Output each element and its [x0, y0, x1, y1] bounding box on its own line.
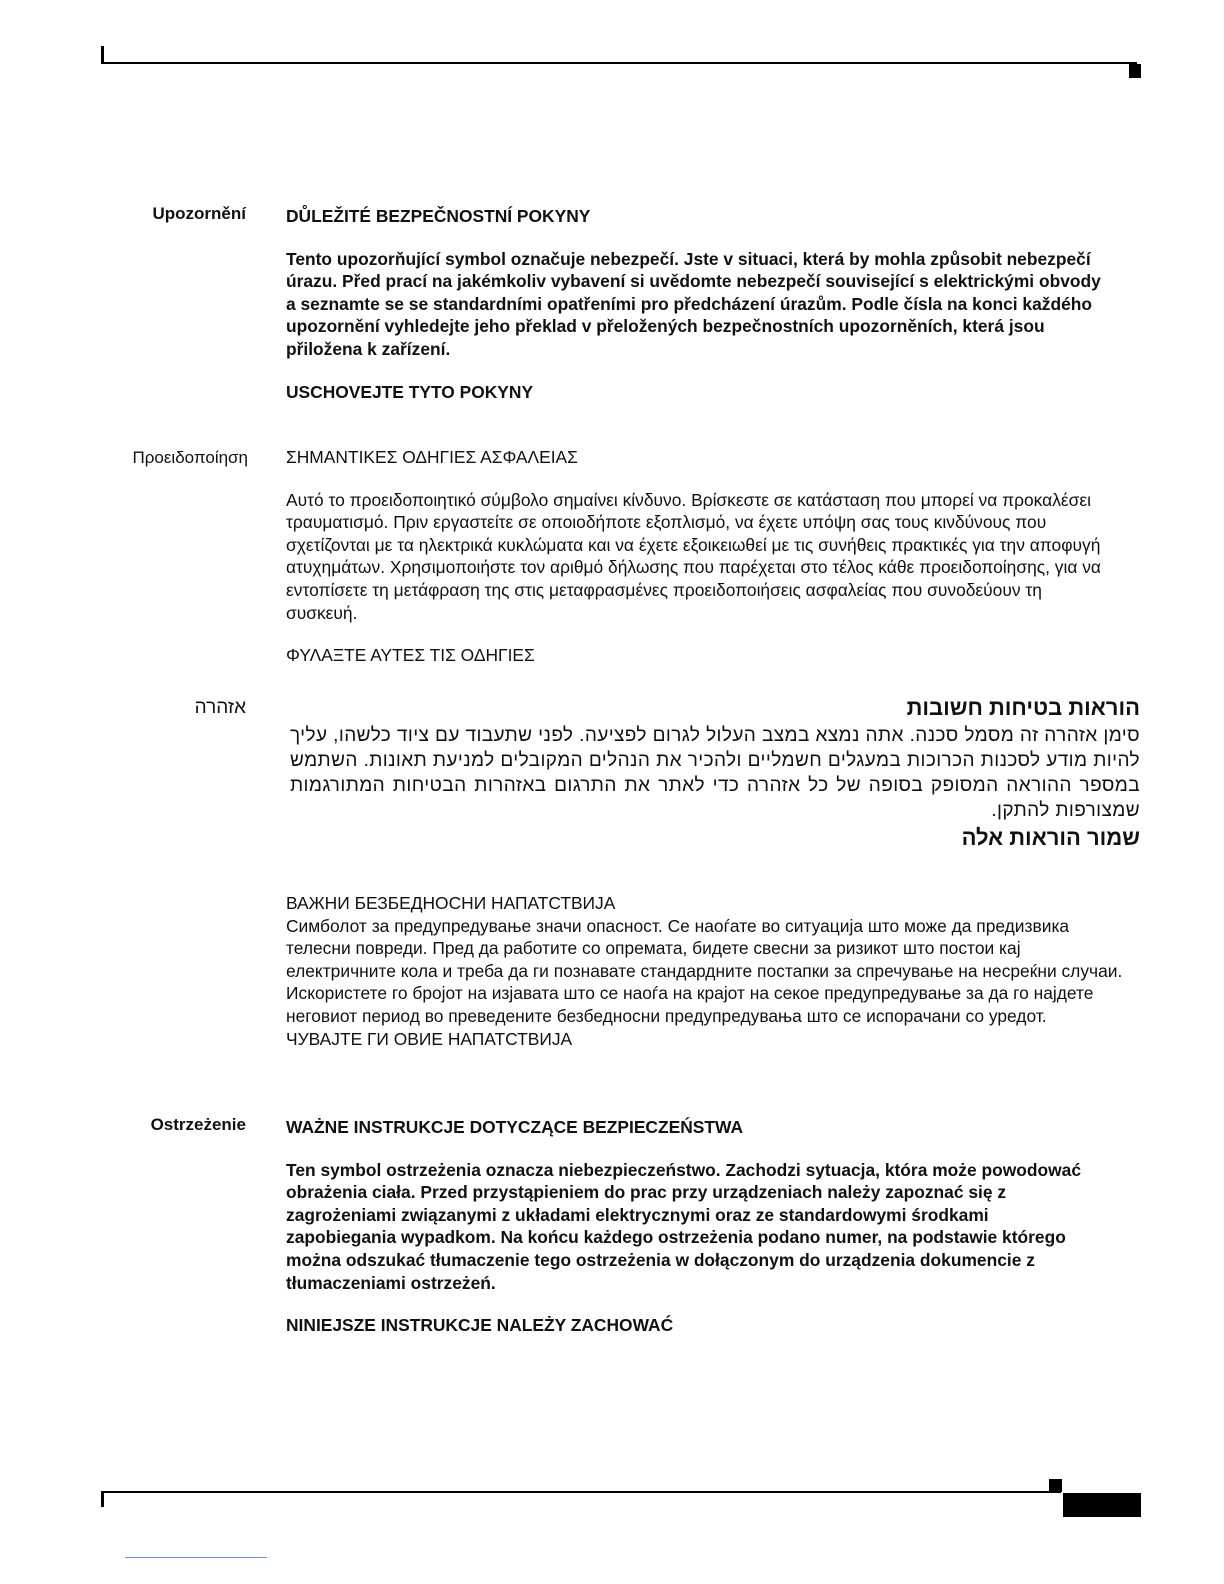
- warning-body-polish: Ten symbol ostrzeżenia oznacza niebezpieczeństwo. Zachodzi sytuacja, która może powodować obrażenia ciała. Przed przystąpieniem do prac przy urządzeniach należy zapoznać się z zagrożeniami związanymi z układami elektrycznymi oraz ze standardowymi środkami zapobiegania wypadkom. Na końcu każdego ostrzeżenia podano numer, na podstawie którego można odszukać tłumaczenie tego ostrzeżenia w dołączonym do urządzenia dokumencie z tłumaczeniami ostrzeżeń.: [286, 1159, 1082, 1293]
- warning-label-czech: Upozornění: [152, 204, 246, 223]
- warning-body-macedonian: Симболот за предупредување значи опасност. Се наоѓате во ситуација што може да предизвика телесни повреди. Пред да работите со опремата, бидете свесни за ризикот што постои кај електричните кола и треба да ги познавате стандардните постапки за спречување на несреќни случаи. Искористете го бројот на изјавата што се наоѓа на крајот на секое предупредување за да го најдете неговиот период во преведените безбедносни предупредувања што се испорачани со уредот.: [286, 915, 1123, 1026]
- warning-footer-macedonian: ЧУВАЈТЕ ГИ ОВИЕ НАПАТСТВИЈА: [286, 1028, 573, 1049]
- footer-tick: [101, 1493, 104, 1507]
- warning-title-hebrew: הוראות בטיחות חשובות: [906, 695, 1140, 720]
- warning-body-hebrew: סימן אזהרה זה מסמל סכנה. אתה נמצא במצב העלול לגרום לפציעה. לפני שתעבוד עם ציוד כלשהו, עליך להיות מודע לסכנות הכרוכות במעגלים חשמליים ולהכיר את הנהלים המקובלים למניעת תאונות. השתמש במספר ההוראה המסופק בסופה של כל אזהרה כדי לאתר את התרגום באזהרות הבטיחות המתורגמות שמצורפות להתקן.: [290, 725, 1140, 821]
- warning-body-greek: Αυτό το προειδοποιητικό σύμβολο σημαίνει κίνδυνο. Βρίσκεστε σε κατάσταση που μπορεί να προκαλέσει τραυματισμό. Πριν εργαστείτε σε οποιοδήποτε εξοπλισμό, να έχετε υπόψη σας τους κινδύνους που σχετίζονται με τα ηλεκτρικά κυκλώματα και να έχετε εξοικειωθεί με τις συνήθεις πρακτικές για την αποφυγή ατυχημάτων. Χρησιμοποιήστε τον αριθμό δήλωσης που παρέχεται στο τέλος κάθε προειδοποίησης, για να εντοπίσετε τη μετάφραση της στις μεταφρασμένες προειδοποιήσεις ασφαλείας που συνοδεύουν τη συσκευή.: [286, 489, 1101, 623]
- warning-label-polish: Ostrzeżenie: [150, 1115, 246, 1134]
- warning-label-hebrew: אזהרה: [194, 697, 246, 718]
- footer-rule: [101, 1491, 1061, 1493]
- footer-link-underline: [125, 1557, 267, 1558]
- warning-title-greek: ΣΗΜΑΝΤΙΚΕΣ ΟΔΗΓΙΕΣ ΑΣΦΑΛΕΙΑΣ: [286, 447, 578, 467]
- warning-body-czech: Tento upozorňující symbol označuje nebezpečí. Jste v situaci, která by mohla způsobit nebezpečí úrazu. Před prací na jakémkoliv vybavení si uvědomte nebezpečí související s elektrickými obvody a seznamte se se standardními opatřeními pro předcházení úrazům. Podle čísla na konci každého upozornění vyhledejte jeho překlad v přeložených bezpečnostních upozorněních, která jsou přiložena k zařízení.: [286, 248, 1101, 359]
- warning-title-macedonian: ВАЖНИ БЕЗБЕДНОСНИ НАПАТСТВИЈА: [286, 893, 616, 913]
- header-rule: [101, 62, 1137, 64]
- warning-footer-hebrew: שמור הוראות אלה: [961, 825, 1140, 850]
- warning-title-polish: WAŻNE INSTRUKCJE DOTYCZĄCE BEZPIECZEŃSTWA: [286, 1117, 744, 1137]
- header-square-marker: [1129, 64, 1141, 78]
- warning-label-greek: Προειδοποίηση: [132, 448, 248, 467]
- warning-content-polish: [286, 1116, 1101, 1337]
- warning-footer-czech: USCHOVEJTE TYTO POKYNY: [286, 381, 534, 402]
- warning-title-czech: DŮLEŽITÉ BEZPEČNOSTNÍ POKYNY: [286, 206, 591, 226]
- warning-footer-greek: ΦΥΛΑΞΤΕ ΑΥΤΕΣ ΤΙΣ ΟΔΗΓΙΕΣ: [286, 645, 535, 666]
- warning-content-czech: [286, 205, 1106, 403]
- warning-footer-polish: NINIEJSZE INSTRUKCJE NALEŻY ZACHOWAĆ: [286, 1315, 674, 1336]
- warning-content-greek: [286, 446, 1108, 667]
- warning-content-macedonian: [286, 892, 1131, 1050]
- warning-content-hebrew: [290, 693, 1140, 853]
- page-number-block: [1063, 1493, 1141, 1517]
